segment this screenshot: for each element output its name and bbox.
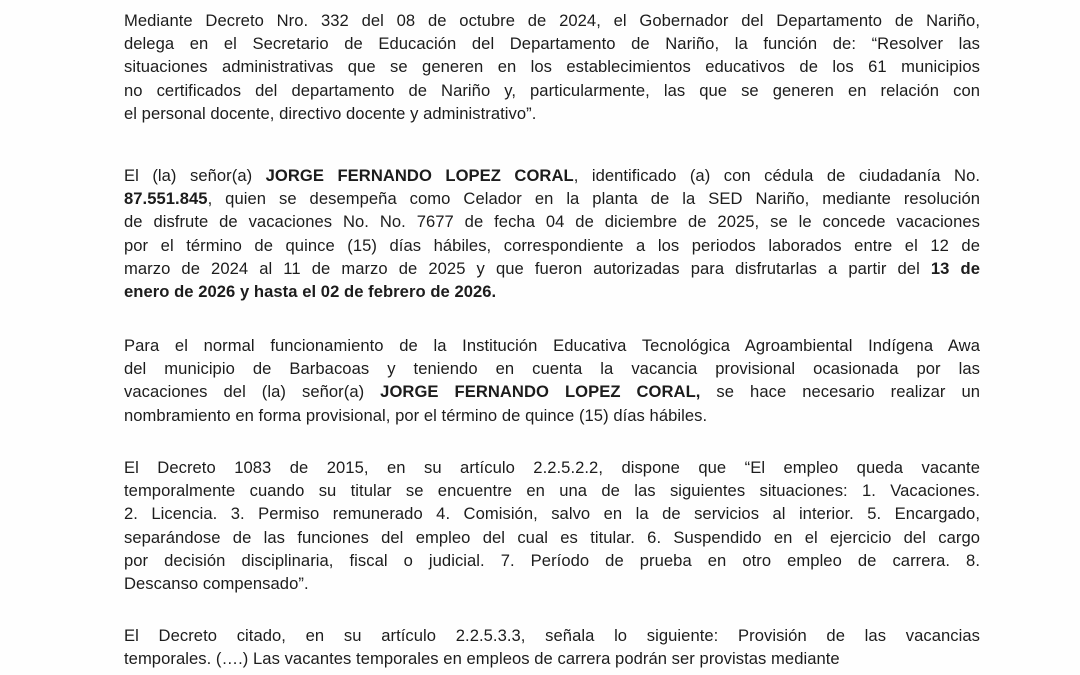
text-line xyxy=(124,479,980,502)
text-line xyxy=(124,79,980,102)
text-line xyxy=(124,624,980,647)
text-run: delega en el Secretario de Educación del Departamento de Nariño, la función de: “Resolver las xyxy=(124,34,980,54)
text-line xyxy=(124,404,980,427)
bold-text-run: JORGE FERNANDO LOPEZ CORAL, xyxy=(380,382,701,402)
text-run: situaciones administrativas que se generen en los establecimientos educativos de los 61 municipios xyxy=(124,57,980,77)
text-run: , quien se desempeña como Celador en la planta de la SED Nariño, mediante resolución xyxy=(207,189,980,209)
text-line xyxy=(124,32,980,55)
text-run: temporales. (….) Las vacantes temporales en empleos de carrera podrán ser provistas mediante xyxy=(124,649,840,669)
text-line xyxy=(124,234,980,257)
text-run: separándose de las funciones del empleo del cual es titular. 6. Suspendido en el ejercicio del cargo xyxy=(124,527,980,547)
bold-text-run: JORGE FERNANDO LOPEZ CORAL xyxy=(265,166,574,185)
text-run: temporalmente cuando su titular se encuentre en una de las siguientes situaciones: 1. Vacaciones. xyxy=(124,481,980,501)
text-line xyxy=(124,526,980,549)
text-line xyxy=(124,187,980,210)
text-line xyxy=(124,334,980,357)
text-line xyxy=(124,549,980,572)
text-line xyxy=(124,164,980,187)
text-line xyxy=(124,357,980,380)
paragraph-vacaciones-funcionario xyxy=(124,164,980,303)
text-run: El (la) señor(a) xyxy=(124,166,266,185)
text-line xyxy=(124,257,980,280)
text-run: de disfrute de vacaciones No. No. 7677 de fecha 04 de diciembre de 2025, se le concede vacaciones xyxy=(124,212,980,232)
paragraph-provision-vacancias xyxy=(124,624,980,670)
text-line xyxy=(124,647,980,670)
text-line xyxy=(124,210,980,233)
text-run: vacaciones del (la) señor(a) xyxy=(124,382,381,402)
text-run: El Decreto citado, en su artículo 2.2.5.3.3, señala lo siguiente: Provisión de las vacancias xyxy=(124,626,980,645)
text-run: Para el normal funcionamiento de la Institución Educativa Tecnológica Agroambiental Indígena Awa xyxy=(124,336,980,355)
text-line xyxy=(124,280,980,303)
text-run: marzo de 2024 al 11 de marzo de 2025 y que fueron autorizadas para disfrutarlas a partir del xyxy=(124,258,931,278)
text-line xyxy=(124,456,980,479)
text-run: El Decreto 1083 de 2015, en su artículo 2.2.5.2.2, dispone que “El empleo queda vacante xyxy=(124,458,980,477)
text-run: Descanso compensado”. xyxy=(124,574,309,594)
text-run: Mediante Decreto Nro. 332 del 08 de octubre de 2024, el Gobernador del Departamento de Nariño, xyxy=(124,11,980,30)
text-line xyxy=(124,55,980,78)
paragraph-decreto-332 xyxy=(124,9,980,125)
paragraph-nombramiento-provisional xyxy=(124,334,980,427)
text-run: nombramiento en forma provisional, por el término de quince (15) días hábiles. xyxy=(124,405,708,425)
text-run: del municipio de Barbacoas y teniendo en cuenta la vacancia provisional ocasionada por las xyxy=(124,359,980,379)
text-run: 2. Licencia. 3. Permiso remunerado 4. Comisión, salvo en la de servicios al interior. 5. Encargado, xyxy=(124,504,980,524)
text-line xyxy=(124,9,980,32)
paragraph-decreto-1083-vacancia xyxy=(124,456,980,595)
text-line xyxy=(124,102,980,125)
text-run: por decisión disciplinaria, fiscal o judicial. 7. Período de prueba en otro empleo de carrera. 8. xyxy=(124,550,980,570)
text-run: el personal docente, directivo docente y administrativo”. xyxy=(124,103,537,123)
text-run: no certificados del departamento de Nariño y, particularmente, las que se generen en relación con xyxy=(124,80,980,100)
bold-text-run: 87.551.845 xyxy=(124,189,208,209)
text-run: por el término de quince (15) días hábiles, correspondiente a los periodos laborados entre el 12 de xyxy=(124,235,980,255)
text-line xyxy=(124,572,980,595)
text-line xyxy=(124,502,980,525)
text-run: , identificado (a) con cédula de ciudadanía No. xyxy=(573,166,981,185)
text-line xyxy=(124,380,980,403)
bold-text-run: enero de 2026 y hasta el 02 de febrero de 2026. xyxy=(124,282,497,302)
bold-text-run: 13 de xyxy=(930,258,980,278)
text-run: se hace necesario realizar un xyxy=(700,382,980,402)
